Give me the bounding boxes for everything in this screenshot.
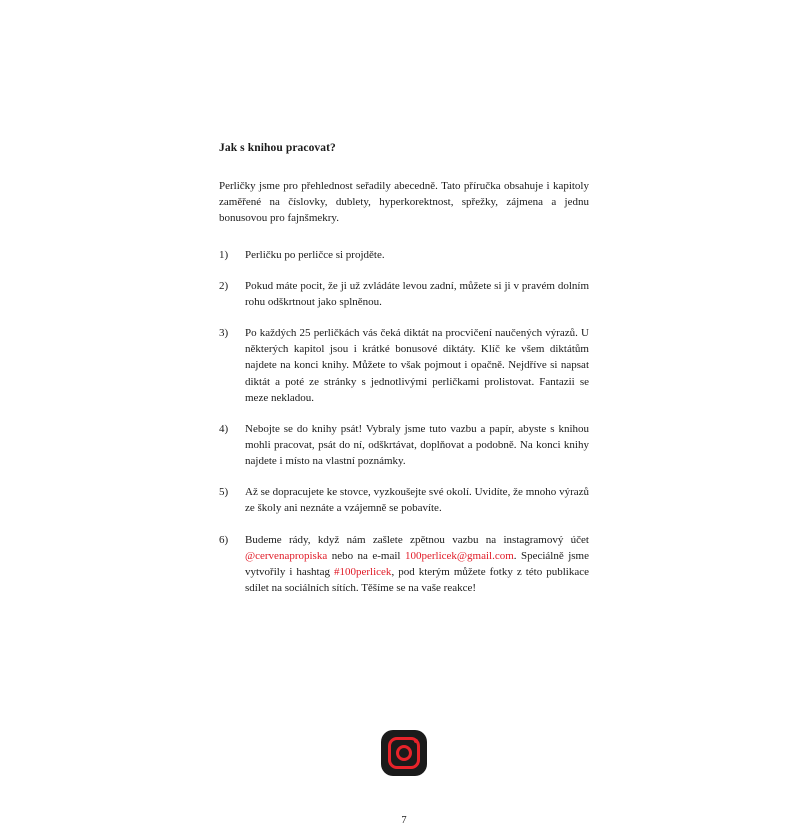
hashtag-link[interactable]: #100perlicek <box>334 565 392 578</box>
list-item-number: 1) <box>219 248 229 261</box>
list-item-text-part3: . Speciálně jsme vytvořily i hashtag <box>245 549 589 578</box>
page-title: Jak s knihou pracovat? <box>219 142 336 154</box>
list-item-text-part4: , pod kterým můžete fotky z této publikace sdílet na sociálních sítích. Těšíme se na vaše reakce! <box>245 565 589 595</box>
list-item-number: 5) <box>219 486 229 499</box>
instagram-icon-dot <box>414 739 418 743</box>
instagram-icon-lens <box>396 745 412 761</box>
list-item <box>219 421 589 469</box>
list-item-number: 2) <box>219 279 229 292</box>
page-content <box>219 140 589 826</box>
instagram-icon <box>381 730 427 776</box>
list-item-number: 3) <box>219 327 229 340</box>
list-item-text: Pokud máte pocit, že ji už zvládáte levou zadní, můžete si ji v pravém dolním rohu odškrtnout jako splněnou. <box>245 279 589 308</box>
intro-paragraph: Perličky jsme pro přehlednost seřadily abecedně. Tato příručka obsahuje i kapitoly zaměřené na číslovky, dublety, hyperkorektnost, spřežky, zájmena a jednu bonusovou pro fajnšmekry. <box>219 180 589 225</box>
page-number: 7 <box>401 815 407 826</box>
list-item <box>219 247 589 263</box>
list-item-number: 6) <box>219 533 229 546</box>
list-item <box>219 325 589 406</box>
list-item-contact <box>219 532 589 597</box>
logo-container <box>219 730 589 776</box>
list-item-number: 4) <box>219 422 229 435</box>
list-item-text: Po každých 25 perličkách vás čeká diktát na procvičení naučených výrazů. U některých kapitol jsou i krátké bonusové diktáty. Klíč ke všem diktátům najdete na konci knihy. Můžete to však pojmout i opačně. Nejdříve si napsat diktát a poté ze stránky s jednotlivými perličkami prolistovat. Fantazii se meze nekladou. <box>245 327 589 404</box>
list-item-text: Nebojte se do knihy psát! Vybraly jsme tuto vazbu a papír, abyste s knihou mohli pracovat, psát do ní, odškrtávat, doplňovat a podobně. Na konci knihy najdete i místo na vlastní poznámky. <box>245 422 589 468</box>
list-item <box>219 484 589 516</box>
list-item-text: Až se dopracujete ke stovce, vyzkoušejte své okolí. Uvidíte, že mnoho výrazů ze školy ani neznáte a vzájemně se pobavíte. <box>245 486 589 515</box>
instagram-handle-link[interactable]: @cervenapropiska <box>245 549 328 562</box>
list-item-text-part1: Budeme rády, když nám zašlete zpětnou vazbu na instagramový účet <box>245 533 589 546</box>
email-link[interactable]: 100perlicek@gmail.com <box>404 549 514 562</box>
instructions-list <box>219 247 589 597</box>
list-item-text-part2: nebo na e-mail <box>327 549 405 562</box>
list-item-text: Perličku po perličce si projděte. <box>245 248 385 261</box>
list-item <box>219 278 589 310</box>
